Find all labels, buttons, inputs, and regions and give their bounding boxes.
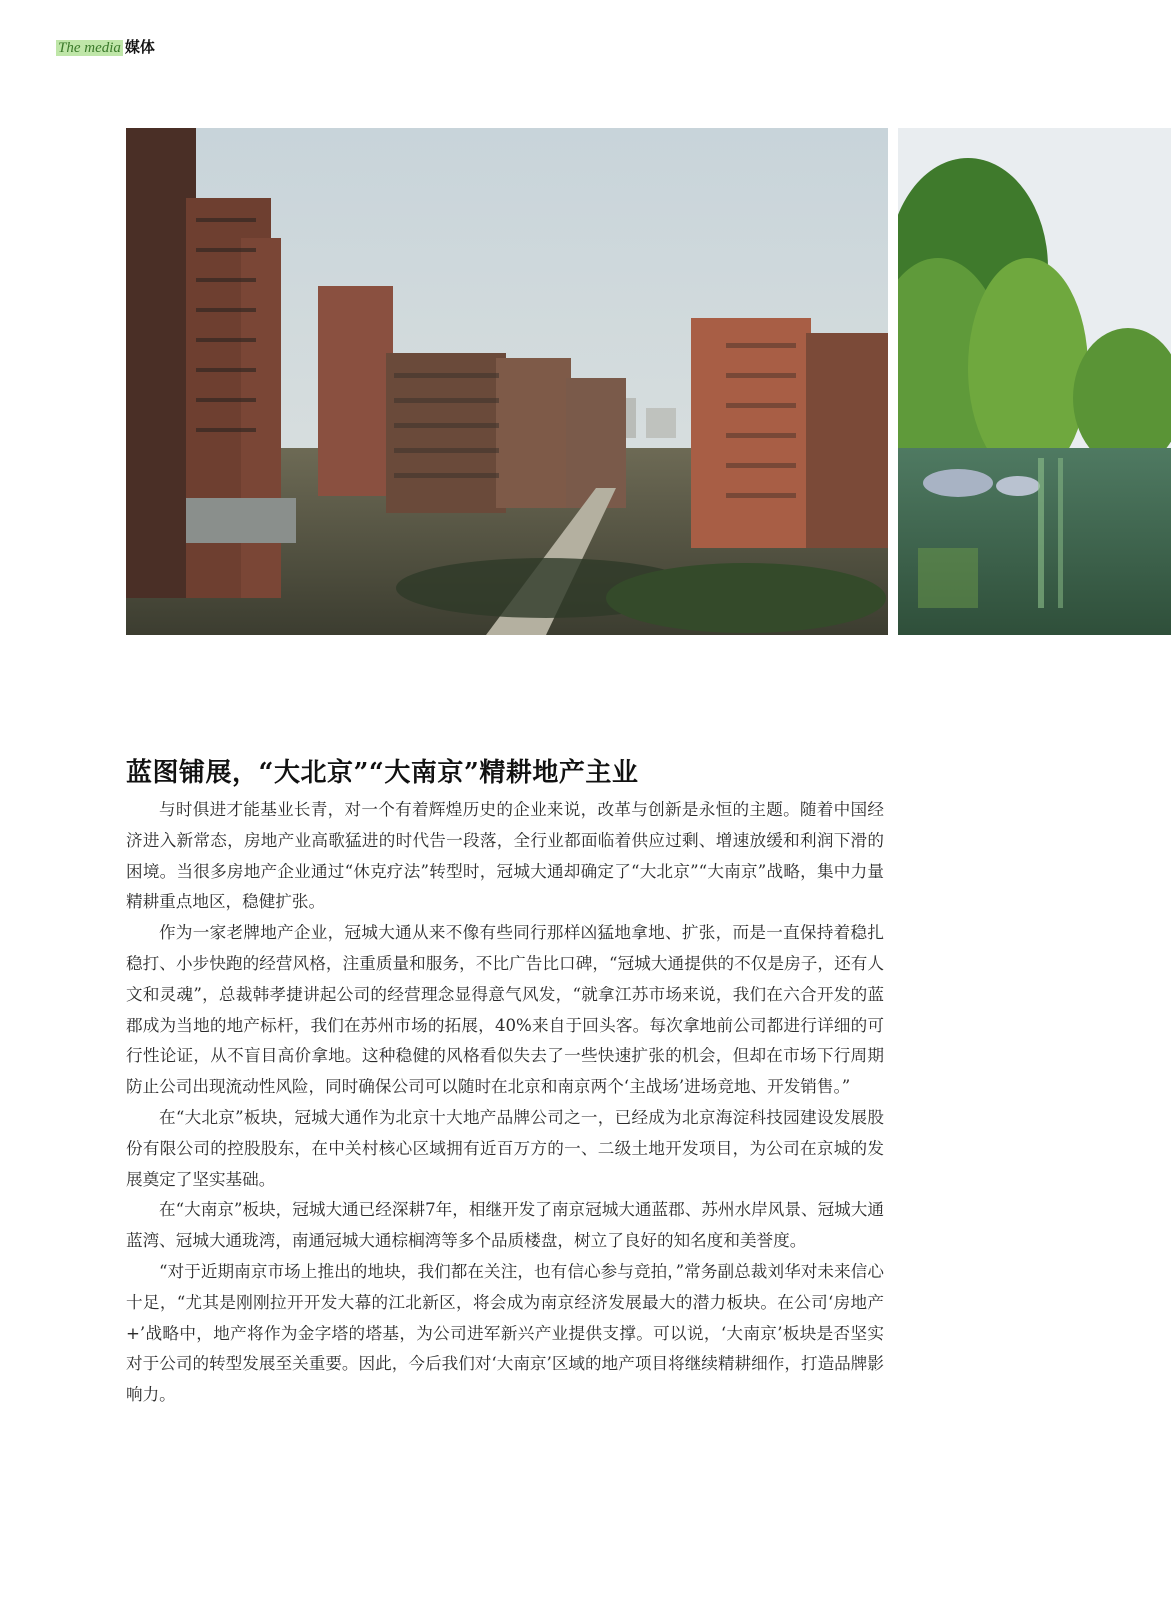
article-paragraph: 与时俱进才能基业长青，对一个有着辉煌历史的企业来说，改革与创新是永恒的主题。随着中国经济进入新常态，房地产业高歌猛进的时代告一段落，全行业都面临着供应过剩、增速放缓和利润下滑的困境。当很多房地产企业通过“休克疗法”转型时，冠城大通却确定了“大北京”“大南京”战略，集中力量精耕重点地区，稳健扩张。 xyxy=(126,800,884,912)
section-label-cn: 媒体 xyxy=(124,38,155,56)
lake-willow-photo xyxy=(898,128,1171,635)
article-paragraph: 在“大南京”板块，冠城大通已经深耕7年，相继开发了南京冠城大通蓝郡、苏州水岸风景、冠城大通蓝湾、冠城大通珑湾，南通冠城大通棕榈湾等多个品质楼盘，树立了良好的知名度和美誉度。 xyxy=(126,1200,884,1251)
article-paragraph: “对于近期南京市场上推出的地块，我们都在关注，也有信心参与竞拍，”常务副总裁刘华对未来信心十足，“尤其是刚刚拉开开发大幕的江北新区，将会成为南京经济发展最大的潜力板块。在公司‘房地产+’战略中，地产将作为金字塔的塔基，为公司进军新兴产业提供支撑。可以说，‘大南京’板块是否坚实对于公司的转型发展至关重要。因此，今后我们对‘大南京’区域的地产项目将继续精耕细作，打造品牌影响力。 xyxy=(126,1261,884,1405)
article-paragraph: 在“大北京”板块，冠城大通作为北京十大地产品牌公司之一，已经成为北京海淀科技园建设发展股份有限公司的控股股东，在中关村核心区域拥有近百万方的一、二级土地开发项目，为公司在京城的发展奠定了坚实基础。 xyxy=(126,1107,884,1189)
residential-complex-photo xyxy=(126,128,888,635)
section-label-en: The media xyxy=(58,40,121,56)
article-body xyxy=(126,795,884,1411)
section-header xyxy=(56,36,155,57)
article-paragraph: 作为一家老牌地产企业，冠城大通从来不像有些同行那样凶猛地拿地、扩张，而是一直保持着稳扎稳打、小步快跑的经营风格，注重质量和服务，不比广告比口碑，“冠城大通提供的不仅是房子，还有人文和灵魂”，总裁韩孝捷讲起公司的经营理念显得意气风发，“就拿江苏市场来说，我们在六合开发的蓝郡成为当地的地产标杆，我们在苏州市场的拓展，40%来自于回头客。每次拿地前公司都进行详细的可行性论证，从不盲目高价拿地。这种稳健的风格看似失去了一些快速扩张的机会，但却在市场下行周期防止公司出现流动性风险，同时确保公司可以随时在北京和南京两个‘主战场’进场竞地、开发销售。” xyxy=(126,923,884,1097)
article-title: 蓝图铺展，“大北京”“大南京”精耕地产主业 xyxy=(126,758,639,788)
